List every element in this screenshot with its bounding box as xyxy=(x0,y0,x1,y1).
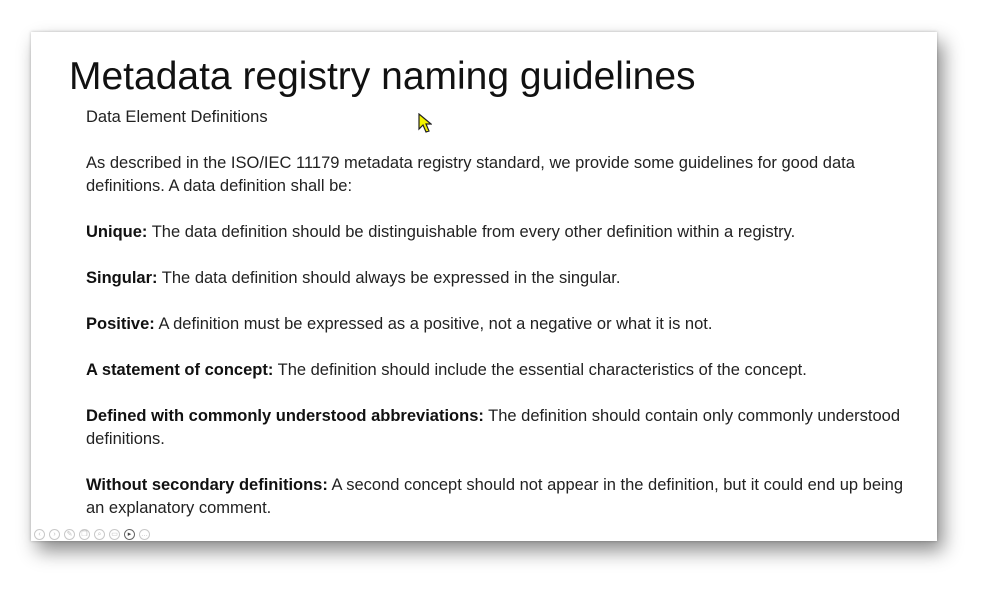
guideline-item xyxy=(86,474,916,520)
intro-paragraph: As described in the ISO/IEC 11179 metadata registry standard, we provide some guidelines for good data definitions. A data definition shall be: xyxy=(86,154,855,195)
guideline-text: The definition should include the essential characteristics of the concept. xyxy=(273,361,807,379)
guideline-item xyxy=(86,221,916,244)
guideline-term: Singular: xyxy=(86,269,158,287)
slide xyxy=(31,32,937,541)
guideline-item xyxy=(86,313,916,336)
slide-subtitle: Data Element Definitions xyxy=(86,108,268,126)
guideline-term: Unique: xyxy=(86,223,148,241)
pen-icon[interactable]: ✎ xyxy=(64,529,75,540)
guideline-term: Positive: xyxy=(86,315,155,333)
guideline-item xyxy=(86,359,916,382)
slide-title: Metadata registry naming guidelines xyxy=(69,55,696,98)
more-icon[interactable]: … xyxy=(141,530,148,538)
guideline-term: Without secondary definitions: xyxy=(86,476,328,494)
mouse-pointer-icon xyxy=(418,113,432,133)
guideline-text: The data definition should always be expressed in the singular. xyxy=(157,269,621,287)
guideline-item xyxy=(86,405,916,451)
guideline-text: A definition must be expressed as a positive, not a negative or what it is not. xyxy=(154,315,713,333)
zoom-icon[interactable]: ⌕ xyxy=(94,529,105,540)
copy-icon[interactable]: ❐ xyxy=(79,529,90,540)
guideline-text: The definition should contain only commonly understood definitions. xyxy=(86,407,900,448)
guideline-text: The data definition should be distinguishable from every other definition within a registry. xyxy=(147,223,796,241)
guideline-text: A second concept should not appear in the definition, but it could end up being an explanatory comment. xyxy=(86,476,904,517)
guideline-term: A statement of concept: xyxy=(86,361,274,379)
previous-slide-icon[interactable]: ‹ xyxy=(34,529,45,540)
camera-icon[interactable]: ▸ xyxy=(124,529,135,540)
slide-body xyxy=(86,106,916,541)
next-slide-icon[interactable]: › xyxy=(49,529,60,540)
slideshow-toolbar xyxy=(34,527,150,541)
guideline-item xyxy=(86,267,916,290)
guideline-term: Defined with commonly understood abbreviations: xyxy=(86,407,484,425)
screen-icon[interactable]: ▭ xyxy=(109,529,120,540)
